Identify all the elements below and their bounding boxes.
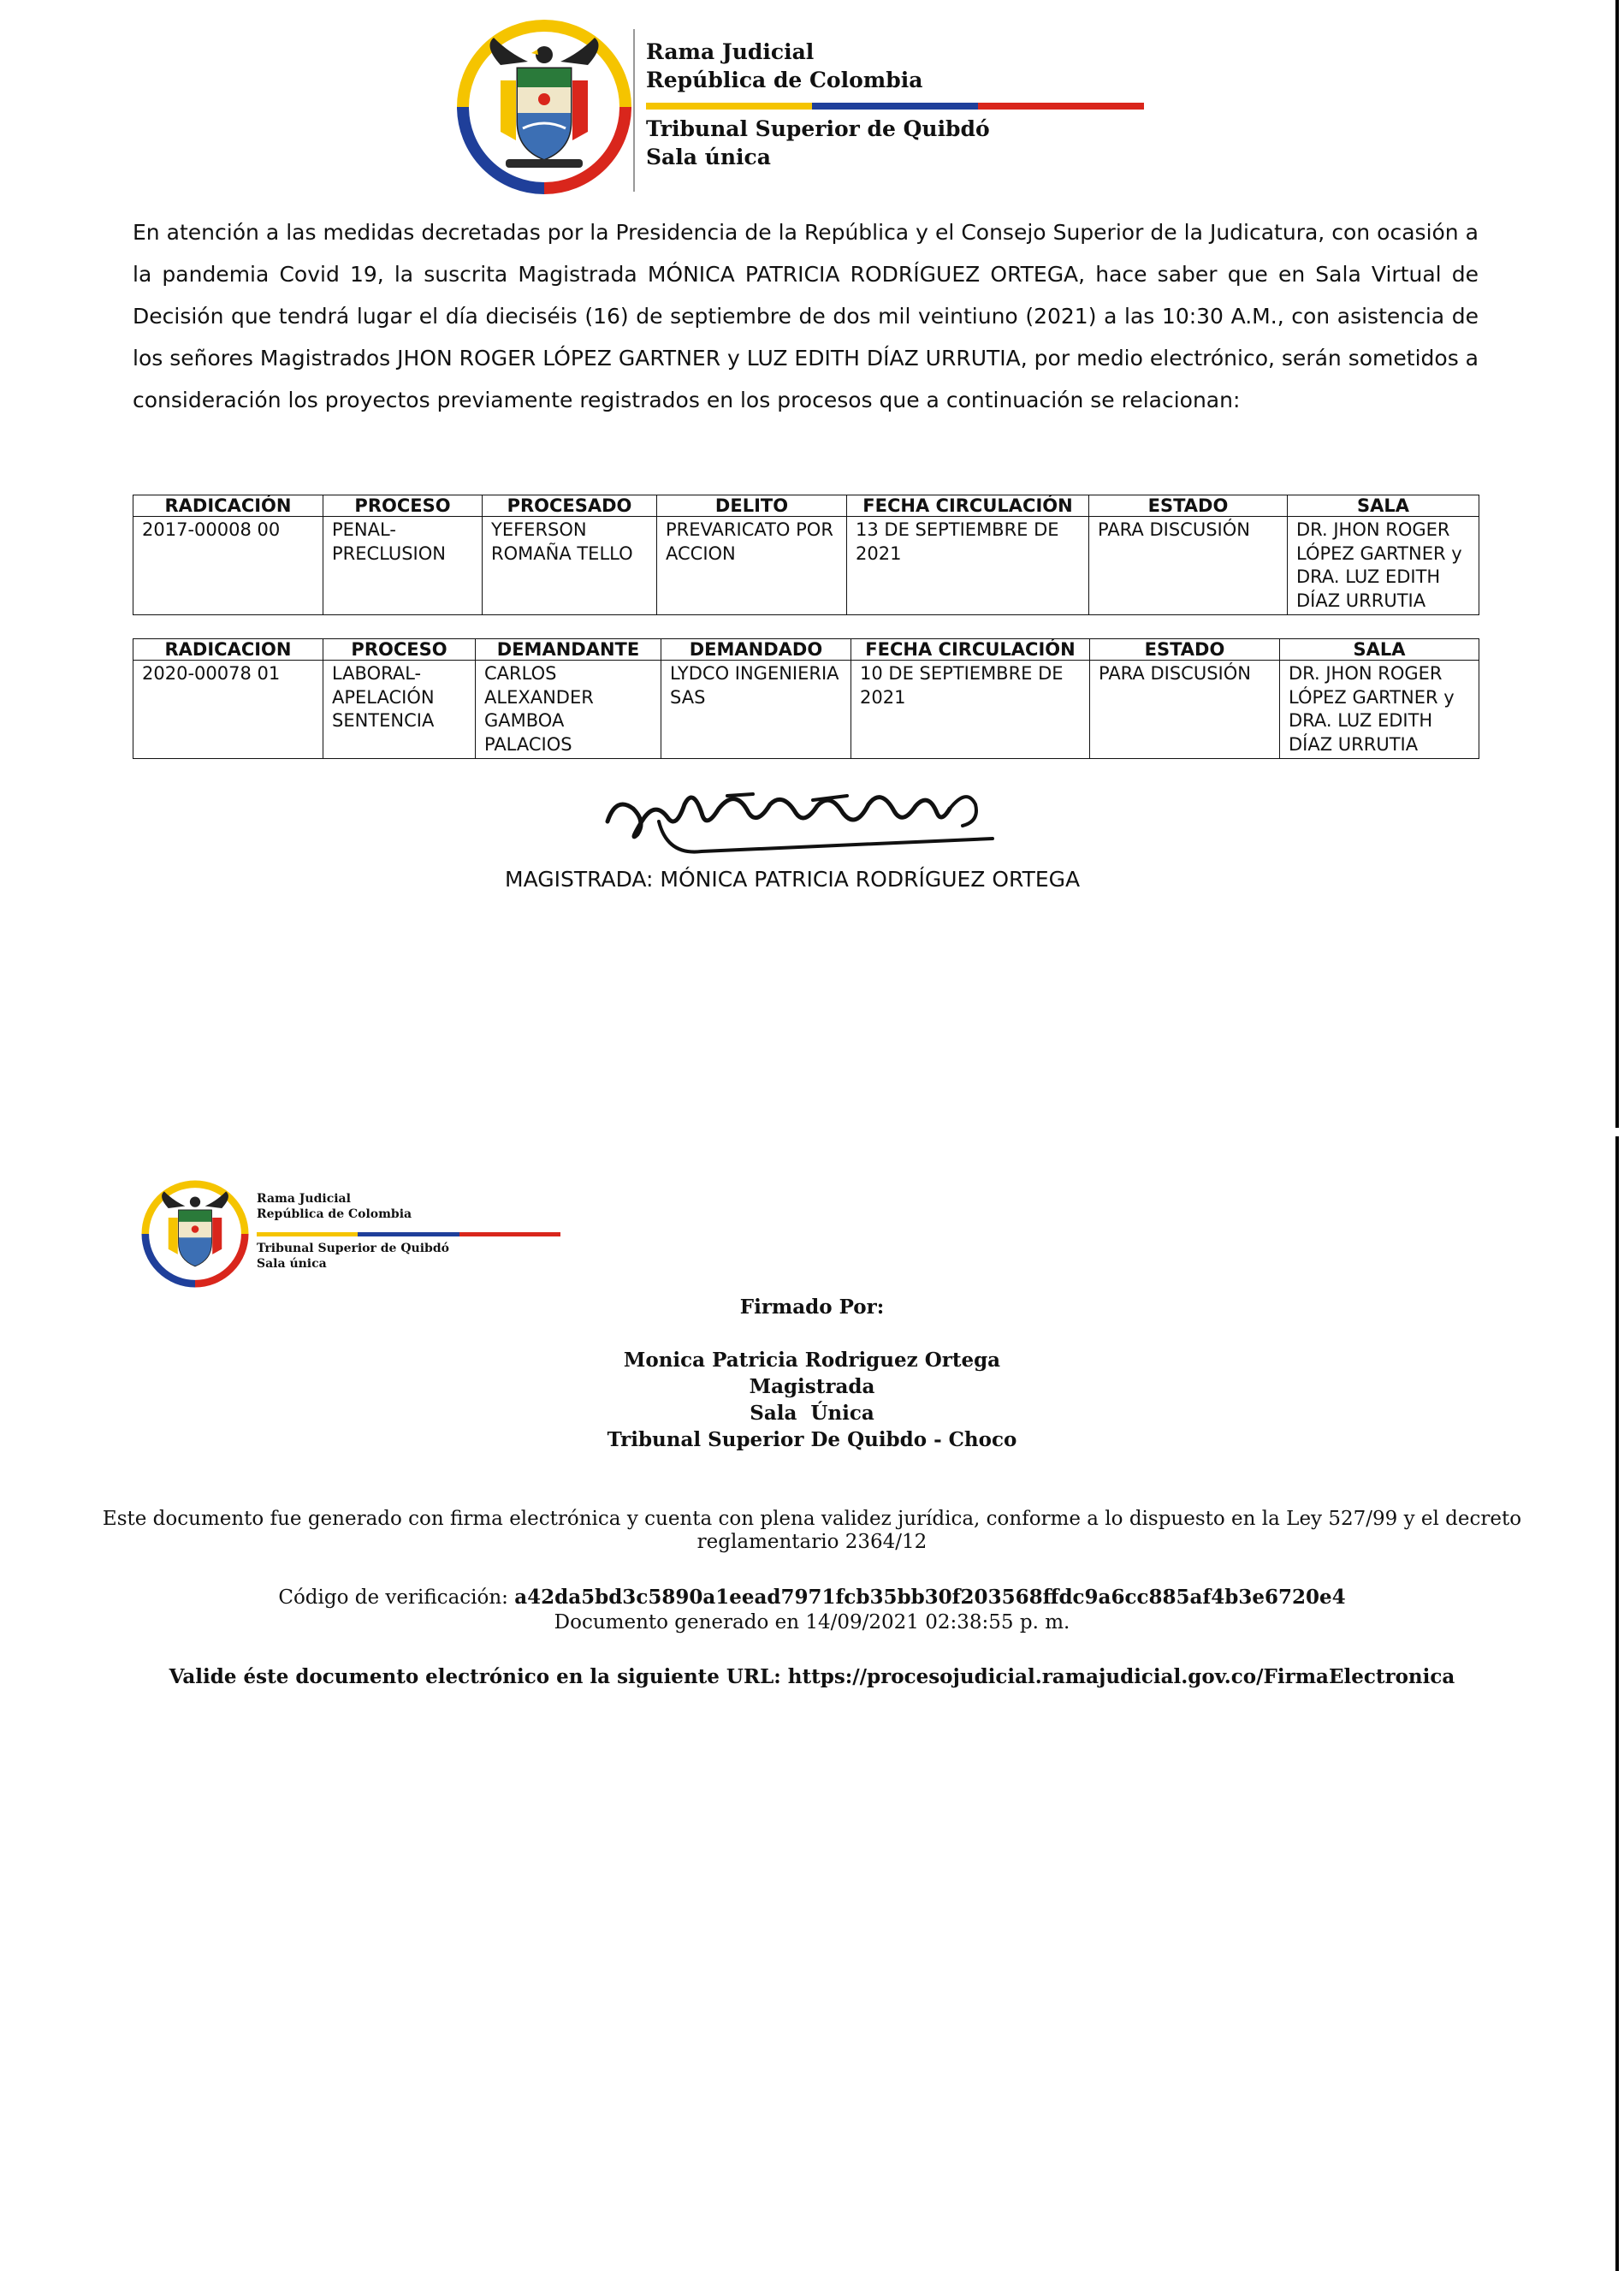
org-line-tribunal: Tribunal Superior de Quibdó	[257, 1242, 449, 1255]
tricolor-blue	[812, 103, 978, 110]
table-header-row	[133, 639, 1479, 661]
column-header: SALA	[1288, 495, 1479, 517]
legal-line: Este documento fue generado con firma electrónica y cuenta con plena validez jurídica, conforme a lo dispuesto en la Ley 527/99 y el decreto	[102, 1508, 1522, 1530]
page-edge-line	[1615, 0, 1619, 1128]
org-line-republica: República de Colombia	[257, 1207, 412, 1221]
magistrada-name: MAGISTRADA: MÓNICA PATRICIA RODRÍGUEZ ORTEGA	[505, 867, 1081, 892]
tricolor-yellow	[646, 103, 812, 110]
column-header: ESTADO	[1090, 639, 1280, 661]
column-header: ESTADO	[1089, 495, 1288, 517]
column-header: PROCESO	[323, 495, 483, 517]
colombia-seal-icon	[137, 1176, 253, 1292]
tricolor-yellow	[257, 1232, 358, 1236]
verification-code: a42da5bd3c5890a1eead7971fcb35bb30f203568ffdc9a6cc885af4b3e6720e4	[514, 1586, 1346, 1609]
column-header: RADICACION	[133, 639, 323, 661]
cell-radicacion: 2020-00078 01	[133, 661, 323, 759]
firmado-por: Firmado Por:	[739, 1296, 885, 1319]
column-header: PROCESO	[323, 639, 476, 661]
column-header: SALA	[1280, 639, 1479, 661]
colombia-seal-icon	[449, 12, 639, 202]
case-table-penal	[133, 495, 1479, 615]
cell-demandado: LYDCO INGENIERIA SAS	[661, 661, 851, 759]
letterhead	[449, 12, 1151, 200]
column-header: FECHA CIRCULACIÓN	[851, 639, 1090, 661]
org-name	[646, 38, 922, 94]
verification-label: Código de verificación:	[278, 1586, 515, 1609]
cell-delito: PREVARICATO POR ACCION	[657, 517, 847, 615]
case-table-laboral	[133, 638, 1479, 759]
signer-block	[0, 1347, 1624, 1453]
signer-name: Monica Patricia Rodriguez Ortega	[623, 1349, 1001, 1372]
column-header: PROCESADO	[483, 495, 657, 517]
cell-procesado: YEFERSON ROMAÑA TELLO	[483, 517, 657, 615]
org-line-rama: Rama Judicial	[257, 1192, 351, 1206]
verification-code-line	[0, 1585, 1624, 1610]
tricolor-blue	[358, 1232, 459, 1236]
validate-url-line[interactable]: Valide éste documento electrónico en la siguiente URL: https://procesojudicial.ramajudicial.gov.co/FirmaElectronica	[169, 1665, 1455, 1688]
signer-sala: Sala Única	[750, 1402, 874, 1425]
cell-proceso: LABORAL- APELACIÓN SENTENCIA	[323, 661, 476, 759]
org-line-tribunal: Tribunal Superior de Quibdó	[646, 116, 990, 141]
column-header: RADICACIÓN	[133, 495, 323, 517]
handwritten-signature-icon	[599, 770, 1001, 864]
column-header: DELITO	[657, 495, 847, 517]
org-line-republica: República de Colombia	[646, 68, 923, 92]
footer-letterhead	[137, 1176, 565, 1292]
org-line-rama: Rama Judicial	[646, 39, 815, 64]
org-line-sala: Sala única	[257, 1257, 327, 1271]
cell-sala: DR. JHON ROGER LÓPEZ GARTNER y DRA. LUZ EDITH DÍAZ URRUTIA	[1288, 517, 1479, 615]
legal-line: reglamentario 2364/12	[696, 1531, 928, 1553]
intro-paragraph: En atención a las medidas decretadas por la Presidencia de la República y el Consejo Superior de la Judicatura, con ocasión a la pandemia Covid 19, la suscrita Magistrada MÓNICA PATRICIA RODRÍGUEZ ORTEGA, hace saber que en Sala Virtual de Decisión que tendrá lugar el día dieciséis (16) de septiembre de dos mil veintiuno (2021) a las 10:30 A.M., con asistencia de los señores Magistrados JHON ROGER LÓPEZ GARTNER y LUZ EDITH DÍAZ URRUTIA, por medio electrónico, serán sometidos a consideración los proyectos previamente registrados en los procesos que a continuación se relacionan:	[133, 220, 1479, 412]
cell-proceso: PENAL- PRECLUSION	[323, 517, 483, 615]
footer-org-name	[257, 1191, 412, 1222]
cell-estado: PARA DISCUSIÓN	[1090, 661, 1280, 759]
table-row	[133, 661, 1479, 759]
footer-court-name	[257, 1241, 449, 1272]
org-line-sala: Sala única	[646, 145, 771, 169]
column-header: DEMANDANTE	[476, 639, 661, 661]
table-header-row	[133, 495, 1479, 517]
signer-court: Tribunal Superior De Quibdo - Choco	[607, 1428, 1017, 1451]
column-header: FECHA CIRCULACIÓN	[847, 495, 1089, 517]
cell-estado: PARA DISCUSIÓN	[1089, 517, 1288, 615]
cell-fecha-circulacion: 10 DE SEPTIEMBRE DE 2021	[851, 661, 1090, 759]
table-row	[133, 517, 1479, 615]
tricolor-red	[459, 1232, 560, 1236]
legal-notice	[0, 1508, 1624, 1554]
divider	[633, 29, 635, 192]
court-name	[646, 115, 990, 171]
tricolor-bar	[257, 1232, 560, 1236]
verification-block	[0, 1585, 1624, 1635]
cell-sala: DR. JHON ROGER LÓPEZ GARTNER y DRA. LUZ EDITH DÍAZ URRUTIA	[1280, 661, 1479, 759]
generated-timestamp: Documento generado en 14/09/2021 02:38:55 p. m.	[554, 1611, 1070, 1634]
tricolor-bar	[646, 103, 1144, 110]
column-header: DEMANDADO	[661, 639, 851, 661]
cell-demandante: CARLOS ALEXANDER GAMBOA PALACIOS	[476, 661, 661, 759]
cell-radicacion: 2017-00008 00	[133, 517, 323, 615]
cell-fecha-circulacion: 13 DE SEPTIEMBRE DE 2021	[847, 517, 1089, 615]
tricolor-red	[978, 103, 1144, 110]
signer-role: Magistrada	[749, 1375, 875, 1398]
